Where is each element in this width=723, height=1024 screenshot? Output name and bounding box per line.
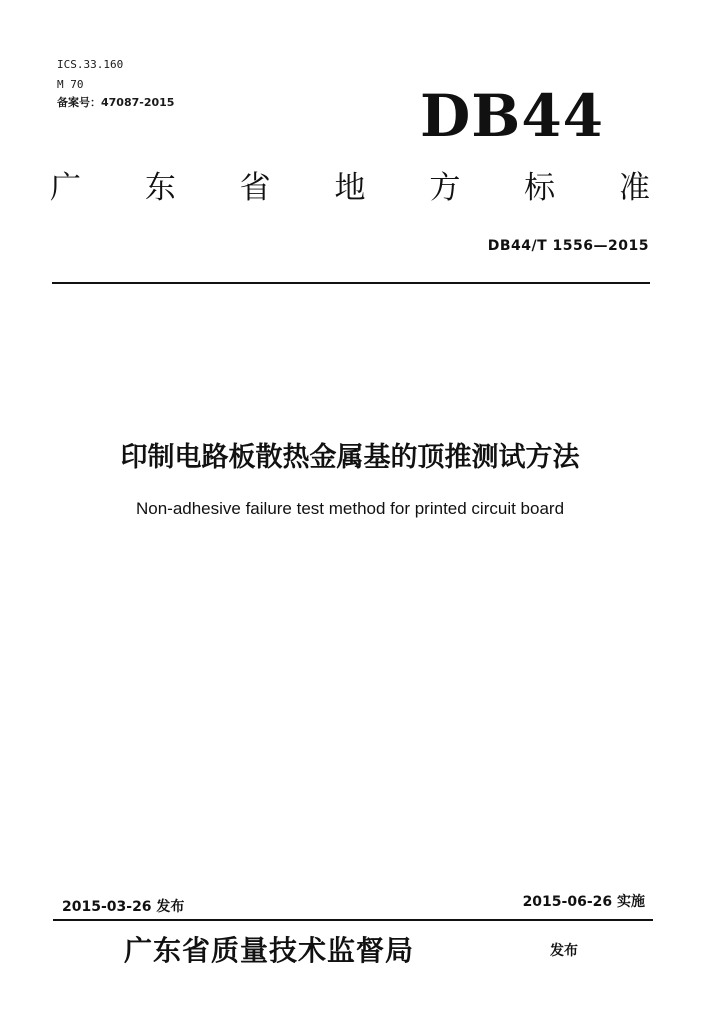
standard-type-char: 标 <box>524 170 556 206</box>
standard-type-char: 准 <box>618 170 650 206</box>
bottom-divider <box>53 919 653 921</box>
top-divider <box>52 282 650 284</box>
effective-date: 2015-06-26 实施 <box>522 894 645 910</box>
standard-logo: DB44 <box>420 82 605 150</box>
standard-type-char: 省 <box>239 170 271 206</box>
issue-date: 2015-03-26 发布 <box>62 899 185 915</box>
standard-type-char: 东 <box>144 170 176 206</box>
issuing-authority-suffix: 发布 <box>550 943 578 959</box>
document-title-english: Non-adhesive failure test method for printed circuit board <box>135 499 565 518</box>
document-title-chinese: 印制电路板散热金属基的顶推测试方法 <box>120 442 580 473</box>
standard-type-heading <box>50 168 650 208</box>
record-number: 备案号：47087-2015 <box>57 96 175 109</box>
ics-code: ICS.33.160 <box>57 58 124 71</box>
standard-type-char: 方 <box>429 170 461 206</box>
standard-number: DB44/T 1556—2015 <box>487 238 649 254</box>
standard-type-char: 广 <box>50 170 81 206</box>
standard-type-char: 地 <box>334 170 366 206</box>
classification-code: M 70 <box>57 78 84 91</box>
issuing-authority: 广东省质量技术监督局 <box>124 934 415 967</box>
